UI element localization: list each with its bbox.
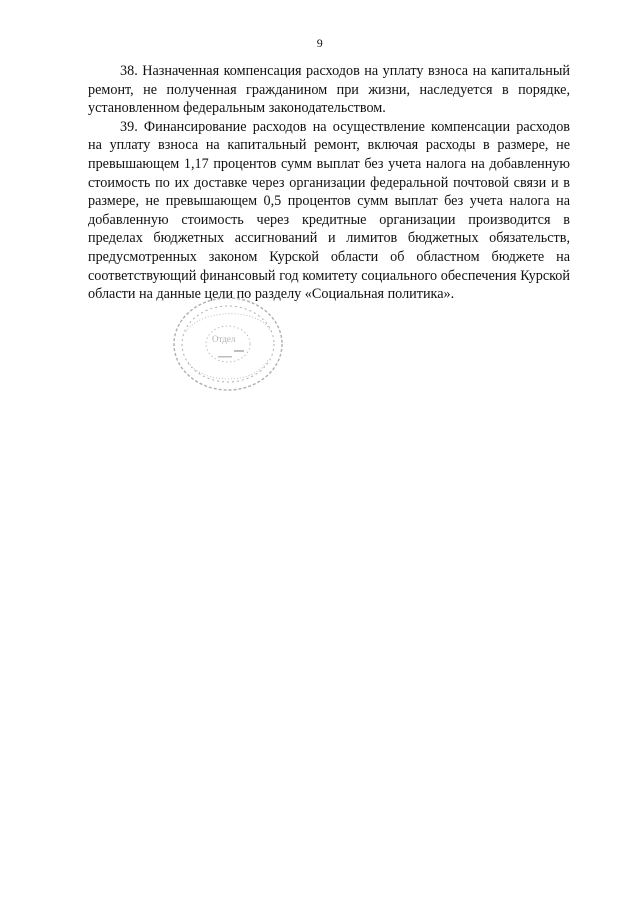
official-seal-stamp — [168, 292, 286, 400]
seal-icon — [168, 292, 286, 400]
page-number: 9 — [316, 36, 324, 50]
paragraph-39: 39. Финансирование расходов на осуществление компенсации расходов на уплату взноса на капитальный ремонт, включая расходы в размере, не превышающем 1,17 процентов сумм выплат без учета налога на добавленную стоимость по их доставке через организации федеральной почтовой связи и в размере, не превышающем 0,5 процентов сумм выплат без учета налога на добавленную стоимость через кредитные организации производится в пределах бюджетных ассигнований и лимитов бюджетных обязательств, предусмотренных законом Курской области об областном бюджете на соответствующий финансовый год комитету социального обеспечения Курской области на данные цели по разделу «Социальная политика». — [88, 118, 570, 303]
seal-inner-text: Отдел — [212, 334, 236, 344]
document-body — [88, 62, 570, 304]
paragraph-38: 38. Назначенная компенсация расходов на уплату взноса на капитальный ремонт, не полученная гражданином при жизни, наследуется в порядке, установленном федеральным законодательством. — [88, 63, 570, 117]
